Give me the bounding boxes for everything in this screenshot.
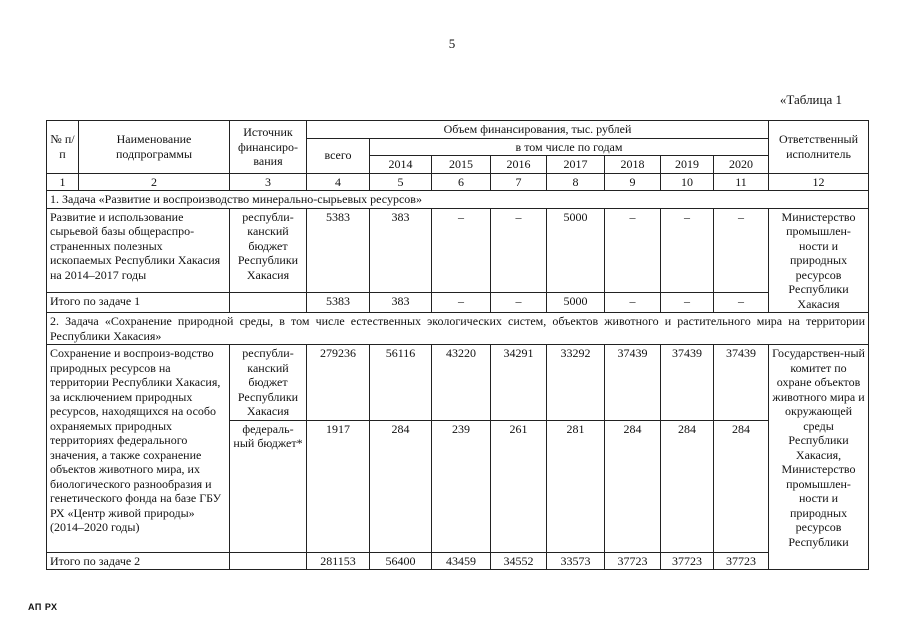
task2-subtotal-row (47, 552, 869, 570)
task2-federal-year: 284 (605, 420, 661, 552)
column-number: 4 (307, 173, 370, 191)
task1-title-row (47, 191, 869, 209)
task1-responsible: Министерство промышлен-ности и природных ресурсов Республики Хакасия (769, 208, 869, 313)
task1-year-value: – (432, 208, 491, 293)
task1-subtotal-source (230, 293, 307, 313)
column-number: 3 (230, 173, 307, 191)
task2-regional-year: 37439 (605, 345, 661, 421)
column-number: 10 (661, 173, 714, 191)
task2-title: 2. Задача «Сохранение природной среды, в том числе естественных экологических систем, объектов животного и растительного мира на территории Республики Хакасия» (47, 313, 869, 345)
task2-federal-year: 284 (370, 420, 432, 552)
task2-title-row (47, 313, 869, 345)
table-caption: «Таблица 1 (779, 92, 842, 107)
task1-title: 1. Задача «Развитие и воспроизводство минерально-сырьевых ресурсов» (47, 191, 869, 209)
task1-year-value: 383 (370, 208, 432, 293)
column-number: 9 (605, 173, 661, 191)
task1-subtotal-year: – (432, 293, 491, 313)
task1-subtotal-year: – (491, 293, 547, 313)
task1-program-row (47, 208, 869, 293)
column-number: 1 (47, 173, 79, 191)
task2-subtotal-year: 34552 (491, 552, 547, 570)
task2-responsible: Государствен-ный комитет по охране объектов животного мира и окружающей среды Республики Хакасия, Министерство промышлен-ности и природных ресурсов Республики (769, 345, 869, 570)
task2-subtotal-year: 33573 (547, 552, 605, 570)
column-number: 12 (769, 173, 869, 191)
page-number: 5 (448, 36, 456, 51)
header-no: № п/п (47, 121, 79, 174)
column-number: 5 (370, 173, 432, 191)
task2-regional-row (47, 345, 869, 421)
task1-subtotal-row (47, 293, 869, 313)
task1-program-name: Развитие и использование сырьевой базы общераспро-страненных полезных ископаемых Республики Хакасия на 2014–2017 годы (47, 208, 230, 293)
task2-subtotal-year: 37723 (661, 552, 714, 570)
task2-federal-source: федераль-ный бюджет* (230, 420, 307, 552)
task1-year-value: – (605, 208, 661, 293)
task2-federal-year: 284 (714, 420, 769, 552)
task2-regional-total: 279236 (307, 345, 370, 421)
task1-subtotal-year: – (714, 293, 769, 313)
task2-federal-year: 281 (547, 420, 605, 552)
column-number: 7 (491, 173, 547, 191)
header-year: 2015 (432, 156, 491, 174)
column-number: 11 (714, 173, 769, 191)
task2-regional-year: 43220 (432, 345, 491, 421)
task2-regional-source: республи-канский бюджет Республики Хакасия (230, 345, 307, 421)
footer-mark: АП РХ (28, 602, 58, 612)
header-responsible: Ответственный исполнитель (769, 121, 869, 174)
column-number: 2 (79, 173, 230, 191)
task1-year-value: – (714, 208, 769, 293)
task2-federal-total: 1917 (307, 420, 370, 552)
task1-funding-source: республи-канский бюджет Республики Хакасия (230, 208, 307, 293)
header-year: 2017 (547, 156, 605, 174)
task1-year-value: – (661, 208, 714, 293)
task2-subtotal-year: 37723 (605, 552, 661, 570)
task2-regional-year: 34291 (491, 345, 547, 421)
task2-subtotal-total: 281153 (307, 552, 370, 570)
task2-federal-year: 261 (491, 420, 547, 552)
financing-table (46, 120, 869, 570)
task2-regional-year: 33292 (547, 345, 605, 421)
header-financing-volume: Объем финансирования, тыс. рублей (307, 121, 769, 139)
task2-federal-year: 239 (432, 420, 491, 552)
task2-subtotal-year: 37723 (714, 552, 769, 570)
header-year: 2018 (605, 156, 661, 174)
task1-subtotal-year: 383 (370, 293, 432, 313)
header-year: 2016 (491, 156, 547, 174)
task2-regional-year: 37439 (661, 345, 714, 421)
task2-regional-year: 56116 (370, 345, 432, 421)
task1-subtotal-year: 5000 (547, 293, 605, 313)
task1-total: 5383 (307, 208, 370, 293)
task1-subtotal-year: – (605, 293, 661, 313)
task1-year-value: 5000 (547, 208, 605, 293)
task2-subtotal-year: 56400 (370, 552, 432, 570)
column-numbers-row (47, 173, 869, 191)
task2-regional-year: 37439 (714, 345, 769, 421)
header-year: 2019 (661, 156, 714, 174)
column-number: 8 (547, 173, 605, 191)
task2-subtotal-source (230, 552, 307, 570)
task2-federal-year: 284 (661, 420, 714, 552)
task1-subtotal-label: Итого по задаче 1 (47, 293, 230, 313)
task2-program-name: Сохранение и воспроиз-водство природных ресурсов на территории Республики Хакасия, за исключением природных ресурсов, находящихся на особо охраняемых природных территориях федерального значения, а также сохранение объектов животного мира, их биологического разнообразия и генетического фонда на базе ГБУ РХ «Центр живой природы» (2014–2020 годы) (47, 345, 230, 553)
column-number: 6 (432, 173, 491, 191)
task1-year-value: – (491, 208, 547, 293)
task1-subtotal-total: 5383 (307, 293, 370, 313)
header-by-years: в том числе по годам (370, 138, 769, 156)
task2-subtotal-year: 43459 (432, 552, 491, 570)
header-program-name: Наименование подпрограммы (79, 121, 230, 174)
task1-subtotal-year: – (661, 293, 714, 313)
header-year: 2014 (370, 156, 432, 174)
header-total: всего (307, 138, 370, 173)
header-row-1 (47, 121, 869, 139)
header-funding-source: Источник финансиро-вания (230, 121, 307, 174)
header-year: 2020 (714, 156, 769, 174)
task2-subtotal-label: Итого по задаче 2 (47, 552, 230, 570)
